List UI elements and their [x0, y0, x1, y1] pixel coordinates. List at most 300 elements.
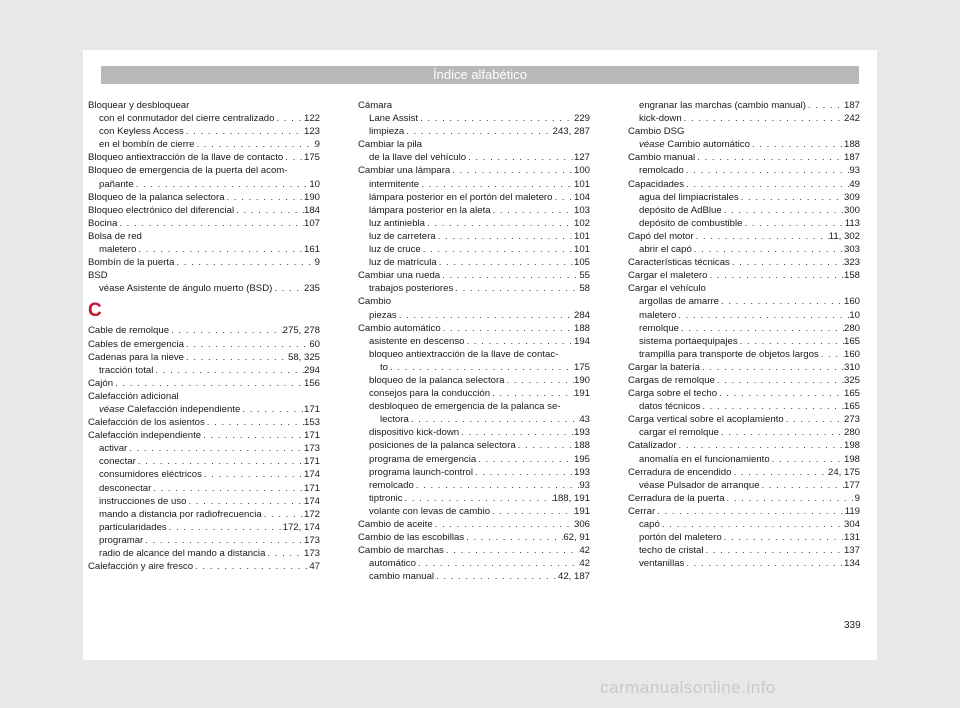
entry-term: capó: [639, 519, 660, 530]
entry-page-ref: 175: [303, 152, 320, 164]
entry-page-ref: 93: [849, 165, 860, 177]
index-entry: [358, 518, 590, 531]
entry-page-ref: 304: [843, 519, 860, 530]
entry-term: véase Pulsador de arranque: [639, 479, 760, 491]
leader-dots: [490, 505, 574, 518]
leader-dots: [127, 442, 304, 455]
leader-dots: [441, 322, 574, 335]
entry-term: luz de cruce: [369, 244, 421, 256]
index-entry: [358, 295, 590, 308]
index-entry: [358, 492, 590, 505]
index-entry: [358, 125, 590, 138]
entry-page-ref: 188, 191: [552, 492, 590, 504]
entry-term: maletero: [639, 309, 677, 321]
entry-term: consejos para la conducción: [369, 388, 491, 400]
index-entry: [88, 468, 320, 481]
entry-term: programar: [99, 534, 144, 546]
index-entry: [628, 400, 860, 413]
index-entry: [358, 453, 590, 466]
entry-page-ref: 100: [573, 165, 590, 177]
leader-dots: [684, 178, 849, 191]
entry-page-ref: 229: [573, 113, 590, 125]
entry-term: agua del limpiacristales: [639, 191, 739, 203]
index-entry: [628, 151, 860, 164]
leader-dots: [490, 387, 574, 400]
leader-dots: [194, 138, 314, 151]
entry-term: Cambio automático: [358, 322, 441, 334]
index-entry: [628, 479, 860, 492]
entry-term: intermitente: [369, 178, 420, 190]
entry-term: Cajón: [88, 377, 114, 389]
index-entry: [88, 351, 320, 364]
entry-page-ref: 9: [314, 139, 320, 151]
index-entry: [358, 426, 590, 439]
entry-term: mando a distancia por radiofrecuencia: [99, 508, 262, 520]
index-entry: [358, 112, 590, 125]
entry-page-ref: 55: [579, 270, 590, 282]
entry-term: Cables de emergencia: [88, 338, 184, 350]
entry-term: Cambiar una lámpara: [358, 165, 451, 177]
entry-term: Bloqueo antiextracción de la llave de contacto: [88, 152, 284, 164]
entry-page-ref: 156: [303, 377, 320, 389]
leader-dots: [739, 191, 844, 204]
index-entry: [88, 99, 320, 112]
index-entry: [358, 230, 590, 243]
leader-dots: [750, 138, 844, 151]
index-entry: [88, 230, 320, 243]
leader-dots: [676, 309, 849, 322]
leader-dots: [416, 557, 579, 570]
entry-page-ref: 280: [843, 322, 860, 334]
leader-dots: [193, 560, 309, 573]
leader-dots: [136, 455, 304, 468]
entry-page-ref: 191: [573, 505, 590, 517]
entry-term: trabajos posteriores: [369, 283, 454, 295]
entry-term: argollas de amarre: [639, 296, 719, 308]
entry-term: véase Asistente de ángulo muerto (BSD): [99, 283, 273, 295]
leader-dots: [421, 243, 574, 256]
leader-dots: [695, 151, 844, 164]
entry-term: lectora: [380, 414, 409, 426]
entry-page-ref: 122: [303, 113, 320, 125]
entry-term: Capó del motor: [628, 230, 694, 242]
entry-term: Cambio de las escobillas: [358, 532, 465, 544]
entry-page-ref: 325: [843, 374, 860, 386]
leader-dots: [184, 125, 304, 138]
entry-term: radio de alcance del mando a distancia: [99, 548, 266, 559]
index-entry: [88, 455, 320, 468]
leader-dots: [476, 453, 574, 466]
leader-dots: [414, 479, 580, 492]
leader-dots: [466, 151, 574, 164]
watermark: carmanualsonline.info: [600, 678, 776, 697]
entry-page-ref: 47: [309, 561, 320, 573]
index-entry: [358, 309, 590, 322]
leader-dots: [784, 413, 844, 426]
leader-dots: [731, 466, 828, 479]
entry-term: Lane Assist: [369, 113, 419, 125]
index-entry: [628, 112, 860, 125]
index-entry: [88, 534, 320, 547]
leader-dots: [707, 269, 844, 282]
entry-page-ref: 107: [303, 217, 320, 229]
entry-term: de la llave del vehículo: [369, 152, 467, 164]
entry-page-ref: 101: [573, 178, 590, 190]
leader-dots: [742, 217, 844, 230]
leader-dots: [234, 204, 304, 217]
entry-term: lámpara posterior en el portón del maletero: [369, 191, 553, 203]
entry-page-ref: 243, 287: [552, 126, 590, 138]
entry-term: limpieza: [369, 126, 405, 138]
leader-dots: [679, 322, 844, 335]
entry-page-ref: 300: [843, 204, 860, 216]
index-entry: [358, 151, 590, 164]
leader-dots: [184, 351, 288, 364]
leader-dots: [174, 256, 314, 269]
index-entry: [628, 361, 860, 374]
index-entry: [358, 178, 590, 191]
leader-dots: [169, 324, 283, 337]
index-entry: [358, 570, 590, 583]
entry-term: remolque: [639, 322, 679, 334]
entry-term: Cambio: [358, 296, 392, 308]
index-entry: [88, 508, 320, 521]
leader-dots: [722, 204, 844, 217]
index-entry: [358, 138, 590, 151]
entry-term: techo de cristal: [639, 545, 704, 557]
entry-page-ref: 175: [573, 361, 590, 373]
entry-page-ref: 101: [573, 244, 590, 256]
entry-term: con Keyless Access: [99, 126, 184, 138]
leader-dots: [722, 531, 844, 544]
index-entry: [88, 377, 320, 390]
index-entry: [628, 138, 860, 151]
entry-page-ref: 104: [573, 191, 590, 203]
index-entry: [88, 364, 320, 377]
entry-term: consumidores eléctricos: [99, 469, 202, 481]
entry-term: desbloqueo de emergencia de la palanca se-: [369, 401, 561, 413]
entry-page-ref: 160: [843, 296, 860, 308]
entry-term: programa de emergencia: [369, 453, 477, 465]
index-entry: [88, 338, 320, 351]
entry-page-ref: 24, 175: [827, 466, 860, 478]
leader-dots: [434, 570, 558, 583]
leader-dots: [453, 282, 579, 295]
entry-page-ref: 60: [309, 338, 320, 350]
leader-dots: [440, 269, 579, 282]
entry-page-ref: 187: [843, 100, 860, 111]
index-entry: [628, 531, 860, 544]
index-entry: [628, 413, 860, 426]
entry-term: Bloquear y desbloquear: [88, 100, 190, 111]
entry-term: Cámara: [358, 100, 393, 111]
leader-dots: [436, 230, 574, 243]
entry-page-ref: 42, 187: [557, 571, 590, 583]
index-entry: [628, 439, 860, 452]
entry-page-ref: 171: [303, 456, 320, 468]
leader-dots: [719, 426, 844, 439]
entry-page-ref: 177: [843, 479, 860, 491]
leader-dots: [684, 557, 844, 570]
index-entry: [88, 403, 320, 416]
index-column-1: [88, 99, 320, 573]
index-entry: [628, 178, 860, 191]
entry-page-ref: 309: [843, 191, 860, 203]
index-entry: [628, 164, 860, 177]
entry-page-ref: 171: [303, 403, 320, 415]
index-entry: [628, 269, 860, 282]
index-entry: [628, 230, 860, 243]
leader-dots: [240, 403, 304, 416]
leader-dots: [700, 361, 844, 374]
entry-term: luz de carretera: [369, 230, 436, 242]
entry-term: véase Calefacción independiente: [99, 403, 241, 415]
entry-page-ref: 174: [303, 469, 320, 481]
index-entry: [358, 531, 590, 544]
entry-term: Cadenas para la nieve: [88, 351, 185, 363]
index-entry: [358, 505, 590, 518]
entry-page-ref: 198: [843, 453, 860, 465]
index-entry: [88, 204, 320, 217]
entry-term: kick-down: [639, 113, 682, 125]
entry-page-ref: 198: [843, 440, 860, 452]
entry-term: volante con levas de cambio: [369, 505, 491, 517]
entry-term: Calefacción de los asientos: [88, 417, 205, 429]
entry-page-ref: 188: [843, 139, 860, 151]
index-entry: [88, 243, 320, 256]
leader-dots: [694, 230, 829, 243]
entry-term: Cargar la batería: [628, 361, 700, 373]
index-entry: [358, 557, 590, 570]
entry-term: instrucciones de uso: [99, 495, 187, 507]
entry-page-ref: 137: [843, 545, 860, 557]
entry-page-ref: 9: [314, 257, 320, 269]
entry-page-ref: 188: [573, 440, 590, 452]
index-entry: [88, 482, 320, 495]
entry-page-ref: 165: [843, 388, 860, 400]
index-entry: [88, 164, 320, 177]
entry-term: Cambiar la pila: [358, 139, 422, 151]
leader-dots: [770, 453, 844, 466]
entry-term: Catalizador: [628, 440, 677, 452]
entry-term: portón del maletero: [639, 532, 722, 544]
entry-term: BSD: [88, 270, 108, 282]
index-entry: [628, 125, 860, 138]
entry-page-ref: 11, 302: [828, 230, 860, 242]
entry-page-ref: 173: [303, 443, 320, 455]
leader-dots: [704, 544, 844, 557]
index-entry: [628, 466, 860, 479]
entry-term: Cerradura de la puerta: [628, 492, 725, 504]
entry-page-ref: 284: [573, 309, 590, 321]
leader-dots: [464, 531, 563, 544]
leader-dots: [684, 164, 850, 177]
entry-page-ref: 127: [573, 152, 590, 164]
index-entry: [88, 178, 320, 191]
entry-term: abrir el capó: [639, 244, 692, 256]
index-entry: [358, 269, 590, 282]
entry-term: maletero: [99, 244, 137, 256]
entry-term: Bolsa de red: [88, 230, 142, 242]
entry-page-ref: 161: [303, 244, 320, 256]
index-entry: [628, 243, 860, 256]
entry-term: posiciones de la palanca selectora: [369, 440, 516, 452]
leader-dots: [437, 256, 574, 269]
leader-dots: [715, 374, 844, 387]
index-entry: [628, 256, 860, 269]
index-entry: [628, 492, 860, 505]
entry-term: cargar el remolque: [639, 427, 719, 439]
leader-dots: [265, 547, 304, 560]
entry-page-ref: 134: [843, 558, 860, 570]
index-entry: [628, 453, 860, 466]
entry-page-ref: 119: [844, 505, 860, 517]
entry-page-ref: 172, 174: [282, 521, 320, 533]
entry-term: Cambiar una rueda: [358, 270, 441, 282]
entry-page-ref: 273: [843, 414, 860, 426]
entry-term: Bloqueo de la palanca selectora: [88, 191, 225, 203]
entry-term: remolcado: [639, 165, 684, 177]
entry-page-ref: 310: [843, 361, 860, 373]
index-entry: [628, 217, 860, 230]
leader-dots: [459, 426, 574, 439]
entry-page-ref: 194: [573, 335, 590, 347]
index-entry: [358, 243, 590, 256]
leader-dots: [397, 309, 574, 322]
entry-term: Cerrar: [628, 505, 656, 517]
leader-dots: [419, 178, 574, 191]
leader-dots: [655, 505, 845, 518]
entry-term: conectar: [99, 456, 136, 468]
entry-term: Capacidades: [628, 178, 685, 190]
leader-dots: [403, 492, 553, 505]
leader-dots: [225, 191, 304, 204]
index-entry: [358, 413, 590, 426]
index-entry: [88, 112, 320, 125]
leader-dots: [552, 191, 574, 204]
entry-page-ref: 160: [843, 348, 860, 360]
leader-dots: [262, 508, 304, 521]
leader-dots: [418, 112, 574, 125]
entry-term: Cable de remolque: [88, 325, 170, 337]
entry-term: piezas: [369, 309, 397, 321]
entry-term: tracción total: [99, 364, 154, 376]
index-entry: [628, 505, 860, 518]
entry-term: Cambio de marchas: [358, 545, 444, 557]
entry-term: Calefacción y aire fresco: [88, 561, 194, 573]
leader-dots: [677, 439, 844, 452]
index-entry: [88, 442, 320, 455]
entry-term: luz de matrícula: [369, 257, 437, 269]
entry-term: Cambio DSG: [628, 126, 685, 138]
index-entry: [358, 191, 590, 204]
leader-dots: [272, 282, 304, 295]
entry-term: remolcado: [369, 479, 414, 491]
entry-page-ref: 190: [303, 191, 320, 203]
leader-dots: [719, 295, 844, 308]
entry-term: sistema portaequipajes: [639, 335, 738, 347]
index-entry: [628, 295, 860, 308]
entry-term: dispositivo kick-down: [369, 427, 460, 439]
leader-dots: [186, 495, 304, 508]
leader-dots: [700, 400, 844, 413]
leader-dots: [819, 348, 844, 361]
entry-term: to: [380, 361, 389, 373]
page-number: 339: [844, 620, 861, 631]
entry-page-ref: 58, 325: [287, 351, 320, 363]
index-entry: [628, 374, 860, 387]
entry-term: programa launch-control: [369, 466, 473, 478]
leader-dots: [205, 416, 304, 429]
entry-page-ref: 191: [573, 388, 590, 400]
leader-dots: [660, 518, 844, 531]
leader-dots: [464, 335, 574, 348]
leader-dots: [113, 377, 304, 390]
index-entry: [628, 204, 860, 217]
entry-term: particularidades: [99, 521, 167, 533]
entry-page-ref: 188: [573, 322, 590, 334]
leader-dots: [516, 439, 574, 452]
index-entry: [358, 466, 590, 479]
leader-dots: [143, 534, 304, 547]
entry-term: Bloqueo electrónico del diferencial: [88, 204, 235, 216]
leader-dots: [433, 518, 574, 531]
leader-dots: [473, 466, 574, 479]
entry-term: Cambio de aceite: [358, 519, 433, 530]
entry-term: bloqueo antiextracción de la llave de contac-: [369, 348, 559, 360]
entry-page-ref: 171: [303, 482, 320, 494]
index-entry: [88, 138, 320, 151]
entry-term: Carga sobre el techo: [628, 388, 718, 400]
leader-dots: [491, 204, 574, 217]
entry-page-ref: 101: [573, 230, 590, 242]
index-entry: [358, 374, 590, 387]
leader-dots: [760, 479, 844, 492]
index-entry: [88, 191, 320, 204]
index-entry: [358, 387, 590, 400]
section-letter: C: [88, 300, 102, 322]
entry-term: Características técnicas: [628, 257, 730, 269]
leader-dots: [444, 544, 579, 557]
entry-page-ref: 171: [303, 430, 320, 442]
entry-term: automático: [369, 558, 416, 570]
index-entry: [88, 125, 320, 138]
entry-page-ref: 42: [579, 558, 590, 570]
entry-page-ref: 294: [303, 364, 320, 376]
entry-page-ref: 165: [843, 335, 860, 347]
index-entry: [628, 518, 860, 531]
leader-dots: [730, 256, 844, 269]
index-entry: [628, 426, 860, 439]
entry-term: Bombín de la puerta: [88, 257, 175, 269]
leader-dots: [153, 364, 304, 377]
index-entry: [88, 390, 320, 403]
entry-page-ref: 193: [573, 427, 590, 439]
leader-dots: [725, 492, 855, 505]
leader-dots: [134, 178, 310, 191]
index-entry: [628, 544, 860, 557]
entry-term: en el bombín de cierre: [99, 139, 195, 151]
index-entry: [358, 99, 590, 112]
leader-dots: [136, 243, 304, 256]
entry-term: pañante: [99, 178, 134, 190]
entry-page-ref: 184: [303, 204, 320, 216]
entry-term: Cargas de remolque: [628, 374, 715, 386]
entry-page-ref: 275, 278: [282, 325, 320, 337]
entry-page-ref: 10: [849, 309, 860, 321]
index-entry: [628, 335, 860, 348]
index-entry: [358, 335, 590, 348]
